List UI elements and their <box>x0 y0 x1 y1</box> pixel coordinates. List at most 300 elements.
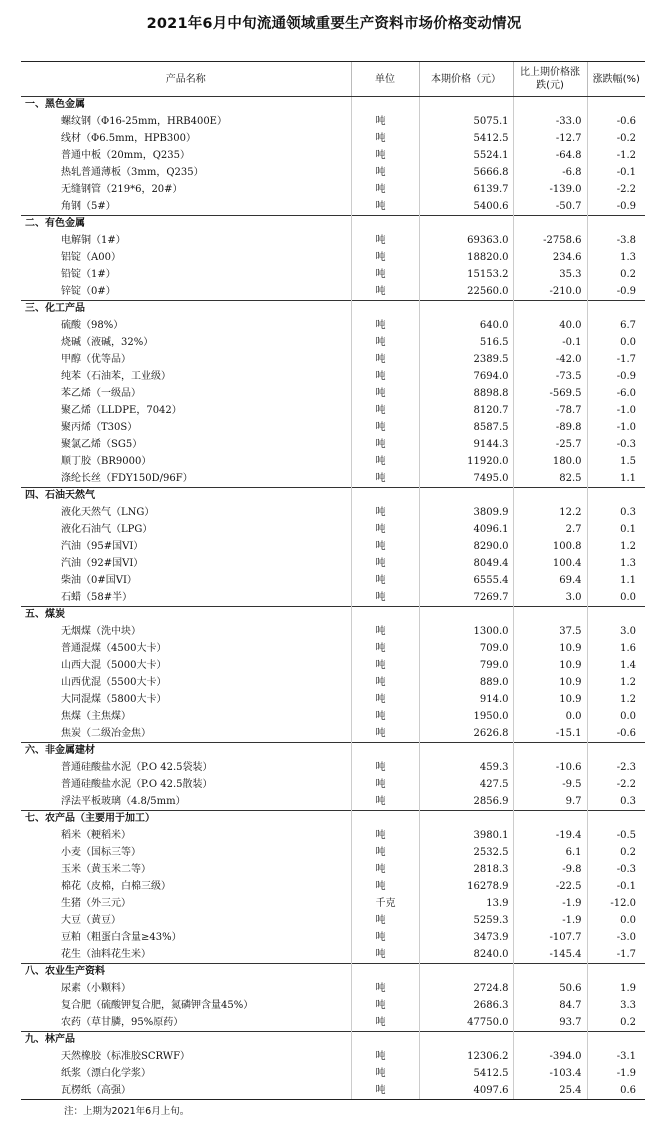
current-price-cell: 640.0 <box>419 318 513 335</box>
current-price-cell: 2856.9 <box>419 794 513 811</box>
unit-cell: 吨 <box>351 250 419 267</box>
change-percent-cell: -0.9 <box>587 284 645 301</box>
change-percent-cell: 1.3 <box>587 556 645 573</box>
unit-cell: 吨 <box>351 981 419 998</box>
price-change-cell: -15.1 <box>513 726 587 743</box>
price-change-cell: 10.9 <box>513 692 587 709</box>
table-row <box>21 131 645 148</box>
section-empty-cell <box>419 811 513 828</box>
table-row <box>21 335 645 352</box>
unit-cell: 吨 <box>351 556 419 573</box>
product-name-cell: 小麦（国标三等） <box>61 847 141 858</box>
price-change-cell: -22.5 <box>513 879 587 896</box>
section-empty-cell <box>513 216 587 233</box>
current-price-cell: 5075.1 <box>419 114 513 131</box>
price-change-cell: 234.6 <box>513 250 587 267</box>
table-row <box>21 420 645 437</box>
product-name-cell: 液化天然气（LNG） <box>61 507 155 518</box>
product-name-cell: 聚氯乙烯（SG5） <box>61 439 143 450</box>
product-name-cell: 顺丁胶（BR9000） <box>61 456 152 467</box>
product-name-cell: 硫酸（98%） <box>61 320 124 331</box>
product-name-cell: 线材（Φ6.5mm，HPB300） <box>61 133 196 144</box>
change-percent-cell: 0.3 <box>587 794 645 811</box>
table-row <box>21 369 645 386</box>
section-title: 一、黑色金属 <box>21 97 351 114</box>
unit-cell: 吨 <box>351 267 419 284</box>
change-percent-cell: 1.9 <box>587 981 645 998</box>
price-change-cell: 69.4 <box>513 573 587 590</box>
unit-cell: 吨 <box>351 199 419 216</box>
price-change-cell: 25.4 <box>513 1083 587 1100</box>
section-empty-cell <box>587 97 645 114</box>
change-percent-cell: 0.0 <box>587 590 645 607</box>
section-row <box>21 811 645 828</box>
section-empty-cell <box>351 488 419 505</box>
table-row <box>21 284 645 301</box>
product-name-cell: 复合肥（硫酸钾复合肥，氮磷钾含量45%） <box>61 1000 254 1011</box>
table-row <box>21 1066 645 1083</box>
product-name-cell: 焦炭（二级冶金焦） <box>61 727 151 739</box>
table-row <box>21 896 645 913</box>
section-empty-cell <box>419 607 513 624</box>
change-percent-cell: -3.8 <box>587 233 645 250</box>
section-row <box>21 743 645 760</box>
change-percent-cell: -1.7 <box>587 947 645 964</box>
product-name-cell: 涤纶长丝（FDY150D/96F） <box>61 472 193 484</box>
unit-cell: 吨 <box>351 624 419 641</box>
unit-cell: 吨 <box>351 352 419 369</box>
price-change-cell: 3.0 <box>513 590 587 607</box>
unit-cell: 吨 <box>351 1066 419 1083</box>
table-row <box>21 352 645 369</box>
section-empty-cell <box>419 1032 513 1049</box>
price-change-cell: -25.7 <box>513 437 587 454</box>
current-price-cell: 15153.2 <box>419 267 513 284</box>
change-percent-cell: 3.3 <box>587 998 645 1015</box>
page-title: 2021年6月中旬流通领域重要生产资料市场价格变动情况 <box>146 16 522 32</box>
unit-cell: 吨 <box>351 369 419 386</box>
section-empty-cell <box>587 216 645 233</box>
price-change-cell: -569.5 <box>513 386 587 403</box>
change-percent-cell: -0.9 <box>587 369 645 386</box>
section-title: 八、农业生产资料 <box>21 964 351 981</box>
unit-cell: 吨 <box>351 148 419 165</box>
product-name-cell: 纸浆（漂白化学浆） <box>61 1068 151 1079</box>
current-price-cell: 13.9 <box>419 896 513 913</box>
product-name-cell: 锌锭（0#） <box>61 285 116 297</box>
section-title: 九、林产品 <box>21 1032 351 1049</box>
section-empty-cell <box>351 301 419 318</box>
product-name-cell: 角钢（5#） <box>61 200 116 212</box>
change-percent-cell: 1.3 <box>587 250 645 267</box>
table-row <box>21 437 645 454</box>
change-percent-cell: 1.4 <box>587 658 645 675</box>
product-name-cell: 汽油（92#国VI） <box>61 558 144 569</box>
current-price-cell: 516.5 <box>419 335 513 352</box>
change-percent-cell: 1.2 <box>587 675 645 692</box>
unit-cell: 吨 <box>351 165 419 182</box>
section-empty-cell <box>587 743 645 760</box>
price-change-cell: -9.5 <box>513 777 587 794</box>
price-change-cell: -145.4 <box>513 947 587 964</box>
table-row <box>21 1083 645 1100</box>
table-row <box>21 556 645 573</box>
header-price-change: 比上期价格涨跌(元) <box>513 62 587 97</box>
unit-cell: 吨 <box>351 692 419 709</box>
change-percent-cell: -0.5 <box>587 828 645 845</box>
table-row <box>21 726 645 743</box>
current-price-cell: 9144.3 <box>419 437 513 454</box>
header-current-price: 本期价格（元） <box>419 62 513 97</box>
price-change-cell: -139.0 <box>513 182 587 199</box>
price-change-cell: -103.4 <box>513 1066 587 1083</box>
unit-cell: 吨 <box>351 675 419 692</box>
section-empty-cell <box>587 607 645 624</box>
unit-cell: 吨 <box>351 420 419 437</box>
current-price-cell: 709.0 <box>419 641 513 658</box>
table-row <box>21 539 645 556</box>
product-name-cell: 豆粕（粗蛋白含量≥43%） <box>61 932 182 943</box>
product-name-cell: 农药（草甘膦，95%原药） <box>61 1016 184 1028</box>
section-empty-cell <box>587 488 645 505</box>
unit-cell: 吨 <box>351 114 419 131</box>
change-percent-cell: -1.9 <box>587 1066 645 1083</box>
product-name-cell: 聚乙烯（LLDPE，7042） <box>61 405 182 416</box>
current-price-cell: 2532.5 <box>419 845 513 862</box>
product-name-cell: 山西大混（5000大卡） <box>61 660 167 671</box>
unit-cell: 吨 <box>351 658 419 675</box>
unit-cell: 吨 <box>351 709 419 726</box>
table-row <box>21 930 645 947</box>
unit-cell: 吨 <box>351 284 419 301</box>
product-name-cell: 普通硅酸盐水泥（P.O 42.5袋装） <box>61 762 213 773</box>
price-change-cell: 10.9 <box>513 658 587 675</box>
current-price-cell: 8240.0 <box>419 947 513 964</box>
current-price-cell: 18820.0 <box>419 250 513 267</box>
section-row <box>21 964 645 981</box>
price-change-cell: -394.0 <box>513 1049 587 1066</box>
unit-cell: 吨 <box>351 1083 419 1100</box>
product-name-cell: 花生（油料花生米） <box>61 948 151 960</box>
section-empty-cell <box>587 811 645 828</box>
price-change-cell: 35.3 <box>513 267 587 284</box>
current-price-cell: 3980.1 <box>419 828 513 845</box>
price-change-cell: -73.5 <box>513 369 587 386</box>
unit-cell: 吨 <box>351 726 419 743</box>
unit-cell: 吨 <box>351 386 419 403</box>
section-empty-cell <box>587 1032 645 1049</box>
table-row <box>21 522 645 539</box>
change-percent-cell: 1.2 <box>587 692 645 709</box>
table-row <box>21 794 645 811</box>
table-row <box>21 658 645 675</box>
product-name-cell: 电解铜（1#） <box>61 235 126 246</box>
change-percent-cell: -0.3 <box>587 437 645 454</box>
price-change-cell: -107.7 <box>513 930 587 947</box>
unit-cell: 吨 <box>351 777 419 794</box>
header-product-name: 产品名称 <box>21 62 351 97</box>
unit-cell: 吨 <box>351 182 419 199</box>
product-name-cell: 柴油（0#国VI） <box>61 575 137 586</box>
change-percent-cell: 0.2 <box>587 845 645 862</box>
unit-cell: 吨 <box>351 641 419 658</box>
change-percent-cell: 0.2 <box>587 267 645 284</box>
unit-cell: 吨 <box>351 760 419 777</box>
current-price-cell: 3809.9 <box>419 505 513 522</box>
header-change-percent: 涨跌幅(%) <box>587 62 645 97</box>
current-price-cell: 1950.0 <box>419 709 513 726</box>
header-unit: 单位 <box>351 62 419 97</box>
product-name-cell: 热轧普通薄板（3mm，Q235） <box>61 167 204 178</box>
unit-cell: 吨 <box>351 318 419 335</box>
current-price-cell: 7269.7 <box>419 590 513 607</box>
change-percent-cell: -2.3 <box>587 760 645 777</box>
current-price-cell: 8587.5 <box>419 420 513 437</box>
table-row <box>21 148 645 165</box>
table-row <box>21 641 645 658</box>
section-empty-cell <box>351 97 419 114</box>
unit-cell: 吨 <box>351 845 419 862</box>
product-name-cell: 烧碱（液碱，32%） <box>61 337 154 348</box>
price-change-cell: 0.0 <box>513 709 587 726</box>
change-percent-cell: -2.2 <box>587 777 645 794</box>
footnote: 注：上期为2021年6月上旬。 <box>64 1106 190 1117</box>
unit-cell: 吨 <box>351 403 419 420</box>
change-percent-cell: -1.2 <box>587 148 645 165</box>
table-row <box>21 862 645 879</box>
current-price-cell: 459.3 <box>419 760 513 777</box>
unit-cell: 吨 <box>351 998 419 1015</box>
current-price-cell: 12306.2 <box>419 1049 513 1066</box>
price-change-cell: 9.7 <box>513 794 587 811</box>
price-change-cell: -9.8 <box>513 862 587 879</box>
section-empty-cell <box>351 743 419 760</box>
current-price-cell: 5400.6 <box>419 199 513 216</box>
section-row <box>21 607 645 624</box>
current-price-cell: 4097.6 <box>419 1083 513 1100</box>
current-price-cell: 799.0 <box>419 658 513 675</box>
section-title: 三、化工产品 <box>21 301 351 318</box>
change-percent-cell: 1.1 <box>587 471 645 488</box>
product-name-cell: 瓦楞纸（高强） <box>21 1083 351 1100</box>
section-empty-cell <box>419 301 513 318</box>
section-empty-cell <box>513 743 587 760</box>
price-change-cell: -42.0 <box>513 352 587 369</box>
section-empty-cell <box>351 811 419 828</box>
price-change-cell: -10.6 <box>513 760 587 777</box>
current-price-cell: 5666.8 <box>419 165 513 182</box>
current-price-cell: 2389.5 <box>419 352 513 369</box>
unit-cell: 吨 <box>351 539 419 556</box>
section-empty-cell <box>419 97 513 114</box>
product-name-cell: 无烟煤（洗中块） <box>61 626 141 637</box>
current-price-cell: 8290.0 <box>419 539 513 556</box>
change-percent-cell: 0.1 <box>587 522 645 539</box>
product-name-cell: 苯乙烯（一级品） <box>61 388 141 399</box>
product-name-cell: 石蜡（58#半） <box>61 591 133 603</box>
section-empty-cell <box>351 216 419 233</box>
price-table <box>21 61 645 1100</box>
price-change-cell: -64.8 <box>513 148 587 165</box>
change-percent-cell: 0.2 <box>587 1015 645 1032</box>
change-percent-cell: -0.1 <box>587 165 645 182</box>
table-row <box>21 318 645 335</box>
product-name-cell: 大豆（黄豆） <box>61 915 121 926</box>
price-change-cell: -50.7 <box>513 199 587 216</box>
table-row <box>21 199 645 216</box>
unit-cell: 吨 <box>351 573 419 590</box>
unit-cell: 吨 <box>351 930 419 947</box>
price-change-cell: 10.9 <box>513 641 587 658</box>
table-row <box>21 386 645 403</box>
change-percent-cell: -12.0 <box>587 896 645 913</box>
current-price-cell: 6555.4 <box>419 573 513 590</box>
current-price-cell: 5524.1 <box>419 148 513 165</box>
section-empty-cell <box>351 607 419 624</box>
section-empty-cell <box>513 488 587 505</box>
section-title: 五、煤炭 <box>21 607 351 624</box>
change-percent-cell: 3.0 <box>587 624 645 641</box>
unit-cell: 吨 <box>351 454 419 471</box>
unit-cell: 吨 <box>351 437 419 454</box>
table-row <box>21 947 645 964</box>
section-title: 四、石油天然气 <box>21 488 351 505</box>
change-percent-cell: 1.2 <box>587 539 645 556</box>
section-empty-cell <box>587 301 645 318</box>
current-price-cell: 2626.8 <box>419 726 513 743</box>
section-row <box>21 97 645 114</box>
change-percent-cell: -1.0 <box>587 420 645 437</box>
unit-cell: 吨 <box>351 233 419 250</box>
table-row <box>21 675 645 692</box>
section-title: 七、农产品（主要用于加工） <box>21 811 351 828</box>
current-price-cell: 8898.8 <box>419 386 513 403</box>
price-change-cell: 82.5 <box>513 471 587 488</box>
current-price-cell: 2818.3 <box>419 862 513 879</box>
price-change-cell: -0.1 <box>513 335 587 352</box>
change-percent-cell: -0.2 <box>587 131 645 148</box>
product-name-cell: 尿素（小颗料） <box>61 983 131 994</box>
table-row <box>21 182 645 199</box>
change-percent-cell: -0.9 <box>587 199 645 216</box>
table-row <box>21 777 645 794</box>
change-percent-cell: -1.7 <box>587 352 645 369</box>
product-name-cell: 焦煤（主焦煤） <box>61 711 131 722</box>
product-name-cell: 聚丙烯（T30S） <box>61 422 138 433</box>
change-percent-cell: -0.6 <box>587 114 645 131</box>
current-price-cell: 11920.0 <box>419 454 513 471</box>
unit-cell: 吨 <box>351 1049 419 1066</box>
table-header <box>21 62 645 97</box>
current-price-cell: 5412.5 <box>419 1066 513 1083</box>
section-empty-cell <box>419 488 513 505</box>
price-change-cell: 10.9 <box>513 675 587 692</box>
unit-cell: 吨 <box>351 879 419 896</box>
product-name-cell: 普通中板（20mm，Q235） <box>61 150 190 161</box>
product-name-cell: 螺纹钢（Φ16-25mm，HRB400E） <box>61 116 227 127</box>
product-name-cell: 棉花（皮棉，白棉三级） <box>61 881 171 892</box>
change-percent-cell: 0.6 <box>587 1083 645 1100</box>
unit-cell: 吨 <box>351 947 419 964</box>
product-name-cell: 大同混煤（5800大卡） <box>61 694 167 705</box>
unit-cell: 吨 <box>351 913 419 930</box>
table-body <box>21 97 645 1100</box>
change-percent-cell: -6.0 <box>587 386 645 403</box>
unit-cell: 吨 <box>351 522 419 539</box>
product-name-cell: 山西优混（5500大卡） <box>61 677 167 688</box>
unit-cell: 吨 <box>351 1015 419 1032</box>
change-percent-cell: 0.0 <box>587 913 645 930</box>
change-percent-cell: 1.5 <box>587 454 645 471</box>
product-name-cell: 纯苯（石油苯，工业级） <box>61 371 171 382</box>
product-name-cell: 稻米（粳稻米） <box>61 830 131 841</box>
change-percent-cell: -0.1 <box>587 879 645 896</box>
unit-cell: 吨 <box>351 794 419 811</box>
price-change-cell: 93.7 <box>513 1015 587 1032</box>
price-change-cell: -12.7 <box>513 131 587 148</box>
change-percent-cell: -0.6 <box>587 726 645 743</box>
section-empty-cell <box>513 607 587 624</box>
section-row <box>21 488 645 505</box>
price-change-cell: 100.8 <box>513 539 587 556</box>
product-name-cell: 铅锭（1#） <box>61 269 116 280</box>
table-row <box>21 1015 645 1032</box>
current-price-cell: 7694.0 <box>419 369 513 386</box>
current-price-cell: 16278.9 <box>419 879 513 896</box>
price-change-cell: 50.6 <box>513 981 587 998</box>
section-empty-cell <box>513 1032 587 1049</box>
section-empty-cell <box>587 964 645 981</box>
price-change-cell: 6.1 <box>513 845 587 862</box>
table-row <box>21 760 645 777</box>
price-change-cell: 180.0 <box>513 454 587 471</box>
price-change-cell: 37.5 <box>513 624 587 641</box>
table-row <box>21 709 645 726</box>
price-change-cell: 100.4 <box>513 556 587 573</box>
product-name-cell: 甲醇（优等品） <box>61 354 131 365</box>
product-name-cell: 铝锭（A00） <box>61 252 121 263</box>
table-row <box>21 879 645 896</box>
table-row <box>21 165 645 182</box>
current-price-cell: 3473.9 <box>419 930 513 947</box>
current-price-cell: 8049.4 <box>419 556 513 573</box>
table-row <box>21 1049 645 1066</box>
unit-cell: 吨 <box>351 590 419 607</box>
section-row <box>21 1032 645 1049</box>
change-percent-cell: 1.1 <box>587 573 645 590</box>
price-change-cell: 84.7 <box>513 998 587 1015</box>
change-percent-cell: -2.2 <box>587 182 645 199</box>
price-change-cell: -89.8 <box>513 420 587 437</box>
price-change-cell: -78.7 <box>513 403 587 420</box>
current-price-cell: 889.0 <box>419 675 513 692</box>
current-price-cell: 2724.8 <box>419 981 513 998</box>
change-percent-cell: -3.0 <box>587 930 645 947</box>
table-row <box>21 471 645 488</box>
product-name-cell: 汽油（95#国VI） <box>61 541 144 552</box>
table-row <box>21 692 645 709</box>
table-row <box>21 981 645 998</box>
product-name-cell: 普通混煤（4500大卡） <box>61 643 167 654</box>
product-name-cell: 普通硅酸盐水泥（P.O 42.5散装） <box>61 779 213 790</box>
current-price-cell: 1300.0 <box>419 624 513 641</box>
section-empty-cell <box>419 216 513 233</box>
price-change-cell: -2758.6 <box>513 233 587 250</box>
table-row <box>21 573 645 590</box>
product-name-cell: 液化石油气（LPG） <box>61 524 153 535</box>
table-row <box>21 913 645 930</box>
current-price-cell: 47750.0 <box>419 1015 513 1032</box>
